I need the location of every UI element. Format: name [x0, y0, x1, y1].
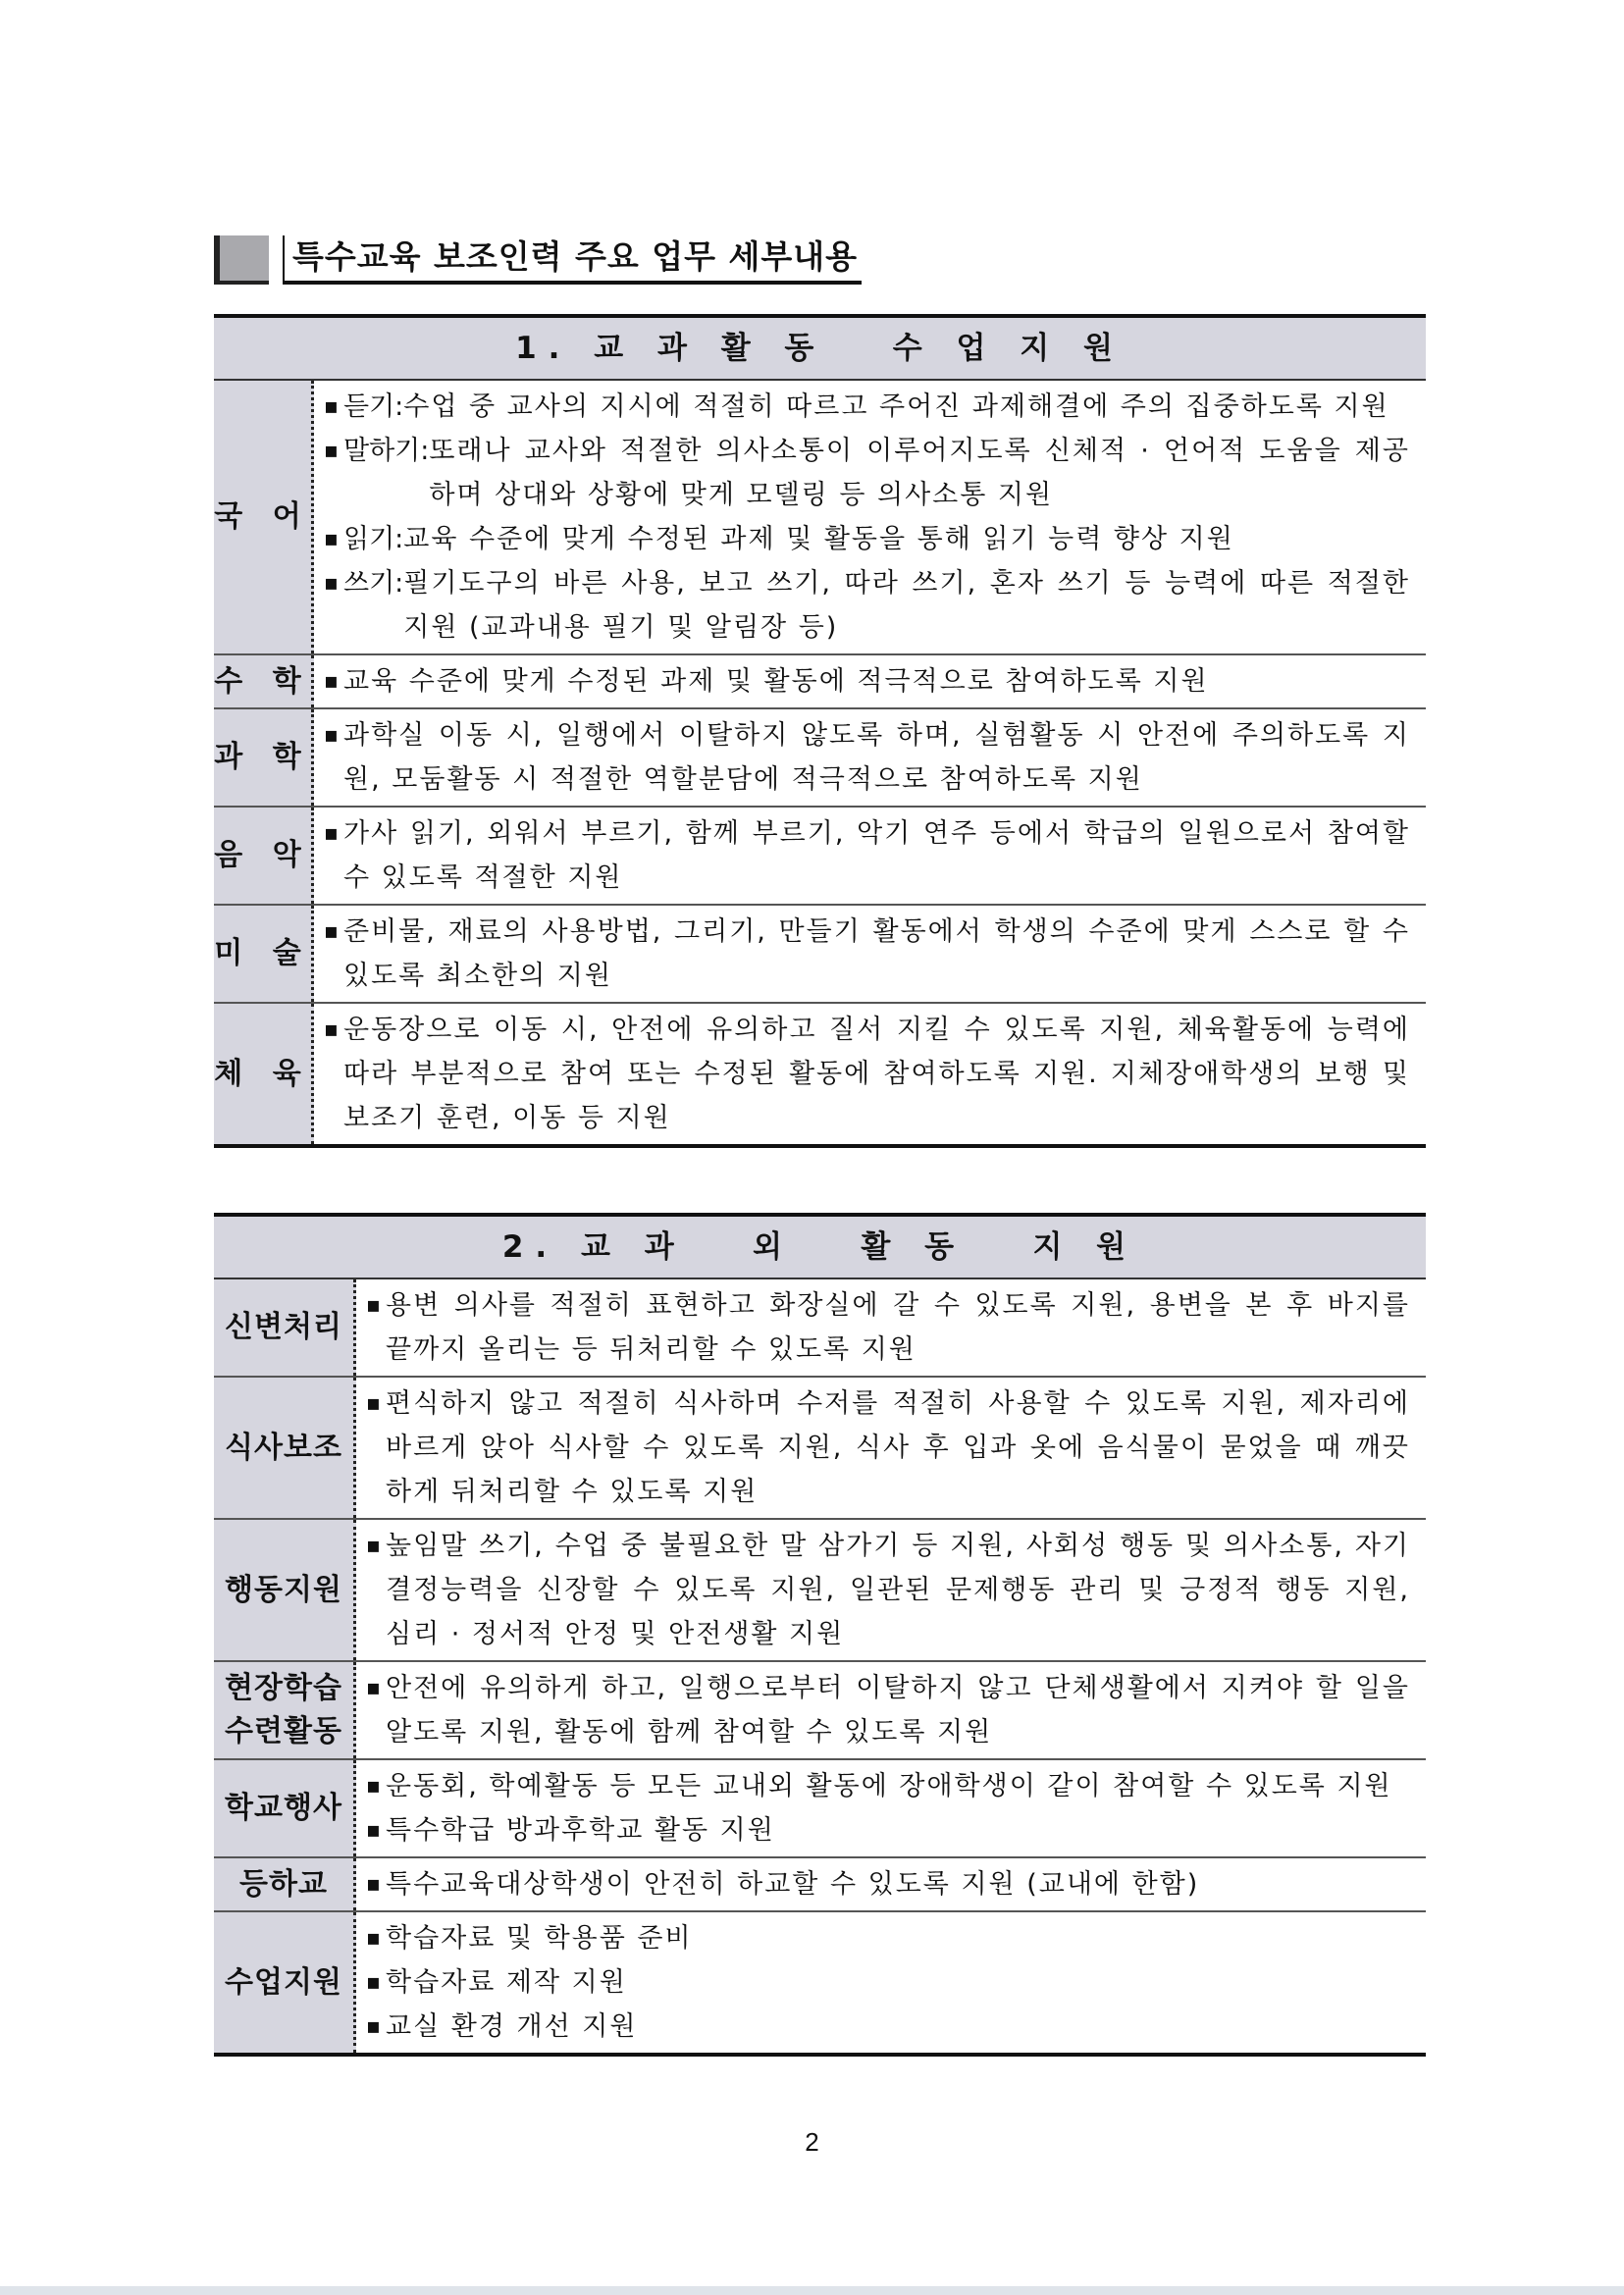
list-item: [324, 517, 1410, 561]
item-text: 안전에 유의하게 하고, 일행으로부터 이탈하지 않고 단체생활에서 지켜야 할 일을 알도록 지원, 활동에 함께 참여할 수 있도록 지원: [386, 1673, 1410, 1747]
list-item: [324, 429, 1410, 517]
row-label: 신변처리: [214, 1279, 356, 1376]
row-label: 국 어: [214, 381, 314, 653]
bullet-icon: ▪: [324, 571, 339, 596]
list-item: [366, 1283, 1410, 1372]
item-text: 특수학급 방과후학교 활동 지원: [386, 1815, 775, 1846]
bullet-icon: ▪: [366, 1293, 381, 1318]
table-row: [214, 1912, 1426, 2057]
row-content: [356, 1279, 1426, 1376]
row-content: [356, 1912, 1426, 2053]
list-item: [324, 910, 1410, 998]
bullet-icon: ▪: [366, 2014, 381, 2039]
item-text: 또래나 교사와 적절한 의사소통이 이루어지도록 신체적 · 언어적 도움을 제공하며 상대와 상황에 맞게 모델링 등 의사소통 지원: [429, 436, 1410, 510]
row-content: [356, 1760, 1426, 1856]
row-label: 수 학: [214, 655, 314, 707]
item-text: 준비물, 재료의 사용방법, 그리기, 만들기 활동에서 학생의 수준에 맞게 스스로 할 수 있도록 최소한의 지원: [343, 916, 1410, 991]
row-label: 행동지원: [214, 1520, 356, 1660]
bullet-icon: ▪: [366, 1534, 381, 1558]
table-row: [214, 808, 1426, 906]
list-item: [366, 1764, 1410, 1808]
item-text: 운동장으로 이동 시, 안전에 유의하고 질서 지킬 수 있도록 지원, 체육활동에 능력에 따라 부분적으로 참여 또는 수정된 활동에 참여하도록 지원. 지체장애학생의 보행 및 보조기 훈련, 이동 등 지원: [343, 1015, 1410, 1133]
item-text: 특수교육대상학생이 안전히 하교할 수 있도록 지원 (교내에 한함): [386, 1869, 1200, 1900]
scan-edge: [0, 2286, 1624, 2295]
list-item: [324, 713, 1410, 802]
bullet-icon: ▪: [324, 919, 339, 944]
row-label: 체 육: [214, 1004, 314, 1144]
item-text: 편식하지 않고 적절히 식사하며 수저를 적절히 사용할 수 있도록 지원, 제자리에 바르게 앉아 식사할 수 있도록 지원, 식사 후 입과 옷에 음식물이 묻었을 때 깨끗하게 뒤처리할 수 있도록 지원: [386, 1388, 1410, 1507]
row-content: [314, 381, 1426, 653]
page-title: 특수교육 보조인력 주요 업무 세부내용: [283, 235, 862, 285]
section-heading: 1. 교 과 활 동 수 업 지 원: [214, 314, 1426, 381]
item-text: 수업 중 교사의 지시에 적절히 따르고 주어진 과제해결에 주의 집중하도록 지원: [403, 391, 1389, 422]
table-row: [214, 1662, 1426, 1760]
item-text: 가사 읽기, 외워서 부르기, 함께 부르기, 악기 연주 등에서 학급의 일원으로서 참여할 수 있도록 적절한 지원: [343, 818, 1410, 893]
list-item: [366, 1808, 1410, 1852]
bullet-icon: ▪: [366, 1970, 381, 1995]
bullet-icon: ▪: [324, 723, 339, 748]
bullet-icon: ▪: [324, 821, 339, 846]
table-row: [214, 1279, 1426, 1378]
row-content: [314, 709, 1426, 806]
list-item: [366, 2005, 1410, 2049]
row-content: [356, 1858, 1426, 1910]
bullet-icon: ▪: [324, 669, 339, 694]
list-item: [324, 659, 1410, 704]
item-key: 말하기:: [343, 436, 430, 466]
item-text: 운동회, 학예활동 등 모든 교내외 활동에 장애학생이 같이 참여할 수 있도록 지원: [386, 1771, 1392, 1801]
item-text: 과학실 이동 시, 일행에서 이탈하지 않도록 하며, 실험활동 시 안전에 주의하도록 지원, 모둠활동 시 적절한 역할분담에 적극적으로 참여하도록 지원: [343, 720, 1410, 795]
section-curricular-support: [214, 314, 1426, 1148]
list-item: [324, 561, 1410, 650]
bullet-icon: ▪: [366, 1391, 381, 1416]
bullet-icon: ▪: [324, 1017, 339, 1042]
section-heading: 2. 교 과 외 활 동 지 원: [214, 1213, 1426, 1279]
section-extracurricular-support: [214, 1213, 1426, 2057]
row-content: [314, 906, 1426, 1002]
bullet-icon: ▪: [366, 1818, 381, 1843]
page-number: 2: [805, 2127, 819, 2157]
page-title-block: [214, 235, 862, 285]
row-label: 등하교: [214, 1858, 356, 1910]
item-text: 높임말 쓰기, 수업 중 불필요한 말 삼가기 등 지원, 사회성 행동 및 의사소통, 자기결정능력을 신장할 수 있도록 지원, 일관된 문제행동 관리 및 긍정적 행동 지원, 심리 · 정서적 안정 및 안전생활 지원: [386, 1531, 1410, 1649]
table-row: [214, 1858, 1426, 1912]
row-content: [314, 655, 1426, 707]
list-item: [366, 1960, 1410, 2005]
table-row: [214, 1760, 1426, 1858]
item-key: 듣기:: [343, 391, 404, 422]
table-row: [214, 1520, 1426, 1662]
bullet-icon: ▪: [366, 1926, 381, 1951]
item-key: 쓰기:: [343, 568, 404, 599]
item-text: 교실 환경 개선 지원: [386, 2011, 638, 2042]
item-text: 용변 의사를 적절히 표현하고 화장실에 갈 수 있도록 지원, 용변을 본 후 바지를 끝까지 올리는 등 뒤처리할 수 있도록 지원: [386, 1290, 1410, 1365]
row-content: [356, 1662, 1426, 1758]
item-text: 교육 수준에 맞게 수정된 과제 및 활동에 적극적으로 참여하도록 지원: [343, 666, 1209, 697]
item-text: 학습자료 제작 지원: [386, 1967, 627, 1998]
bullet-icon: ▪: [324, 439, 339, 463]
list-item: [324, 385, 1410, 429]
item-text: 필기도구의 바른 사용, 보고 쓰기, 따라 쓰기, 혼자 쓰기 등 능력에 따른 적절한 지원 (교과내용 필기 및 알림장 등): [403, 568, 1410, 643]
table-row: [214, 655, 1426, 709]
bullet-icon: ▪: [366, 1676, 381, 1700]
list-item: [366, 1524, 1410, 1656]
item-text: 교육 수준에 맞게 수정된 과제 및 활동을 통해 읽기 능력 향상 지원: [403, 524, 1234, 554]
table-row: [214, 1004, 1426, 1148]
row-label: 식사보조: [214, 1378, 356, 1518]
list-item: [366, 1382, 1410, 1514]
bullet-icon: ▪: [324, 394, 339, 419]
row-label: 현장학습 수련활동: [214, 1662, 356, 1758]
row-content: [356, 1520, 1426, 1660]
bullet-icon: ▪: [366, 1872, 381, 1897]
row-label: 음 악: [214, 808, 314, 904]
row-content: [356, 1378, 1426, 1518]
item-text: 학습자료 및 학용품 준비: [386, 1923, 693, 1954]
bullet-icon: ▪: [324, 527, 339, 551]
list-item: [324, 811, 1410, 900]
bullet-icon: ▪: [366, 1774, 381, 1799]
list-item: [366, 1916, 1410, 1960]
list-item: [324, 1008, 1410, 1140]
row-label: 수업지원: [214, 1912, 356, 2053]
title-marker-icon: [214, 235, 269, 285]
row-label: 미 술: [214, 906, 314, 1002]
row-label: 과 학: [214, 709, 314, 806]
list-item: [366, 1862, 1410, 1906]
table-row: [214, 381, 1426, 655]
list-item: [366, 1666, 1410, 1754]
row-content: [314, 1004, 1426, 1144]
table-row: [214, 906, 1426, 1004]
row-content: [314, 808, 1426, 904]
item-key: 읽기:: [343, 524, 404, 554]
table-row: [214, 709, 1426, 808]
row-label: 학교행사: [214, 1760, 356, 1856]
table-row: [214, 1378, 1426, 1520]
